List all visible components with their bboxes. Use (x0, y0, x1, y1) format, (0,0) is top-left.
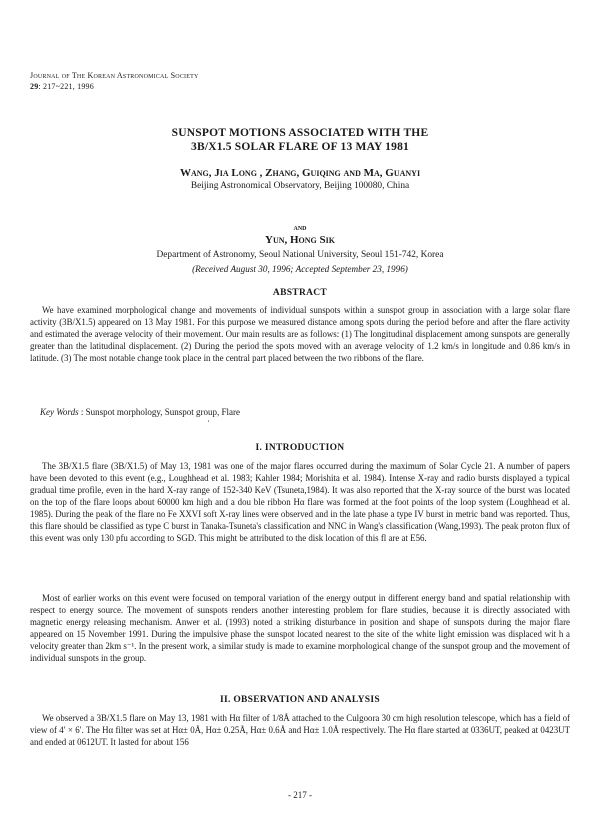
received-dates: (Received August 30, 1996; Accepted September 23, 1996) (192, 264, 408, 274)
journal-pages: : 217~221, 1996 (38, 82, 94, 91)
affiliation-1: Beijing Astronomical Observatory, Beijing 100080, China (190, 181, 410, 191)
abstract-text: We have examined morphological change and movements of individual sunspots within a sunspot group in association with a large solar flare activity (3B/X1.5) appeared on 13 May 1981. For this purpose we measured distance among spots during the period before and after the flare activity and estimated the average velocity of their movement. Our main results are as follows: (1) The longitudinal displacement among sunspots are generally greater than the latitudinal displacement. (2) During the period the spots moved with an average velocity of 1.2 km/s in longitude and 0.86 km/s in latitude. (3) The most notable change took place in the central part placed between the two ribbons of the flare. (30, 305, 570, 363)
page-number: - 217 - (288, 790, 312, 800)
journal-header (30, 70, 198, 92)
introduction-paragraph-2: Most of earlier works on this event were focused on temporal variation of the energy output in different energy band and spatial relationship with respect to energy source. The movement of sunspots renders another interesting problem for flare studies, because it is directly associated with magnetic energy releasing mechanism. Anwer et al. (1993) noted a striking disturbance in position and shape of sunspots during the major flare appeared on 15 November 1991. During the impulsive phase the sunspot located nearest to the site of the white light emission was displaced wit h a velocity greater than 2km s⁻¹. In the present work, a similar study is made to examine morphological change of the sunspot group and the movement of individual sunspots in the group. (30, 593, 570, 663)
author-group-1: Wang, Jia Long , Zhang, Guiqing and Ma, Guanyi (179, 167, 421, 179)
paper-title (0, 126, 600, 154)
stray-mark (208, 420, 209, 422)
journal-name: Journal of The Korean Astronomical Society (30, 71, 199, 80)
keywords-label: Key Words (40, 407, 79, 417)
journal-volume: 29 (30, 82, 39, 91)
and-separator: and (293, 222, 307, 232)
title-line-1: SUNSPOT MOTIONS ASSOCIATED WITH THE (171, 127, 429, 139)
journal-volume-line (30, 81, 198, 92)
title-line-2: 3B/X1.5 SOLAR FLARE OF 13 MAY 1981 (191, 141, 409, 153)
introduction-paragraph-1: The 3B/X1.5 flare (3B/X1.5) of May 13, 1981 was one of the major flares occurred during the maximum of Solar Cycle 21. A number of papers have been devoted to this event (e.g., Loughhead et al. 1983; Kahler 1984; Morishita et al. 1984). Intense X-ray and radio bursts displayed a typical gradual time profile, even in the hard X-ray range of 152-340 KeV (Tsuneta,1984). It was also reported that the X-ray source of the burst was located on the top of the flare loops about 60000 km high and a dou ble ribbon Hα flare was formed at the foot points of the loop system (Loughhead et al. 1985). During the peak of the flare no Fe XXVI soft X-ray lines were observed and in the late phase a type IV burst in metric band was reported. Thus, this flare should be classified as type C burst in Tanaka-Tsuneta's classification and NNC in Wang's classification (Wang,1993). The peak proton flux of this event was only 130 pfu according to SGD. This might be attributed to the disk location of this fl are at E56. (30, 461, 570, 543)
author-group-2: Yun, Hong Sik (265, 234, 335, 246)
observation-paragraph-1: We observed a 3B/X1.5 flare on May 13, 1981 with Hα filter of 1/8Å attached to the Culgoora 30 cm high resolution telescope, which has a field of view of 4′ × 6′. The Hα filter was set at Hα± 0Å, Hα± 0.25Å, Hα± 0.6Å and Hα± 1.0Å respectively. The Hα flare started at 0336UT, peaked at 0423UT and ended at 0612UT. It lasted for about 156 (30, 713, 570, 747)
introduction-heading: I. INTRODUCTION (255, 443, 345, 453)
keywords (40, 407, 240, 417)
abstract-heading: ABSTRACT (272, 288, 328, 298)
keywords-text: : Sunspot morphology, Sunspot group, Flare (80, 407, 241, 417)
affiliation-2: Department of Astronomy, Seoul National University, Seoul 151-742, Korea (156, 250, 444, 260)
observation-heading: II. OBSERVATION AND ANALYSIS (220, 695, 380, 705)
